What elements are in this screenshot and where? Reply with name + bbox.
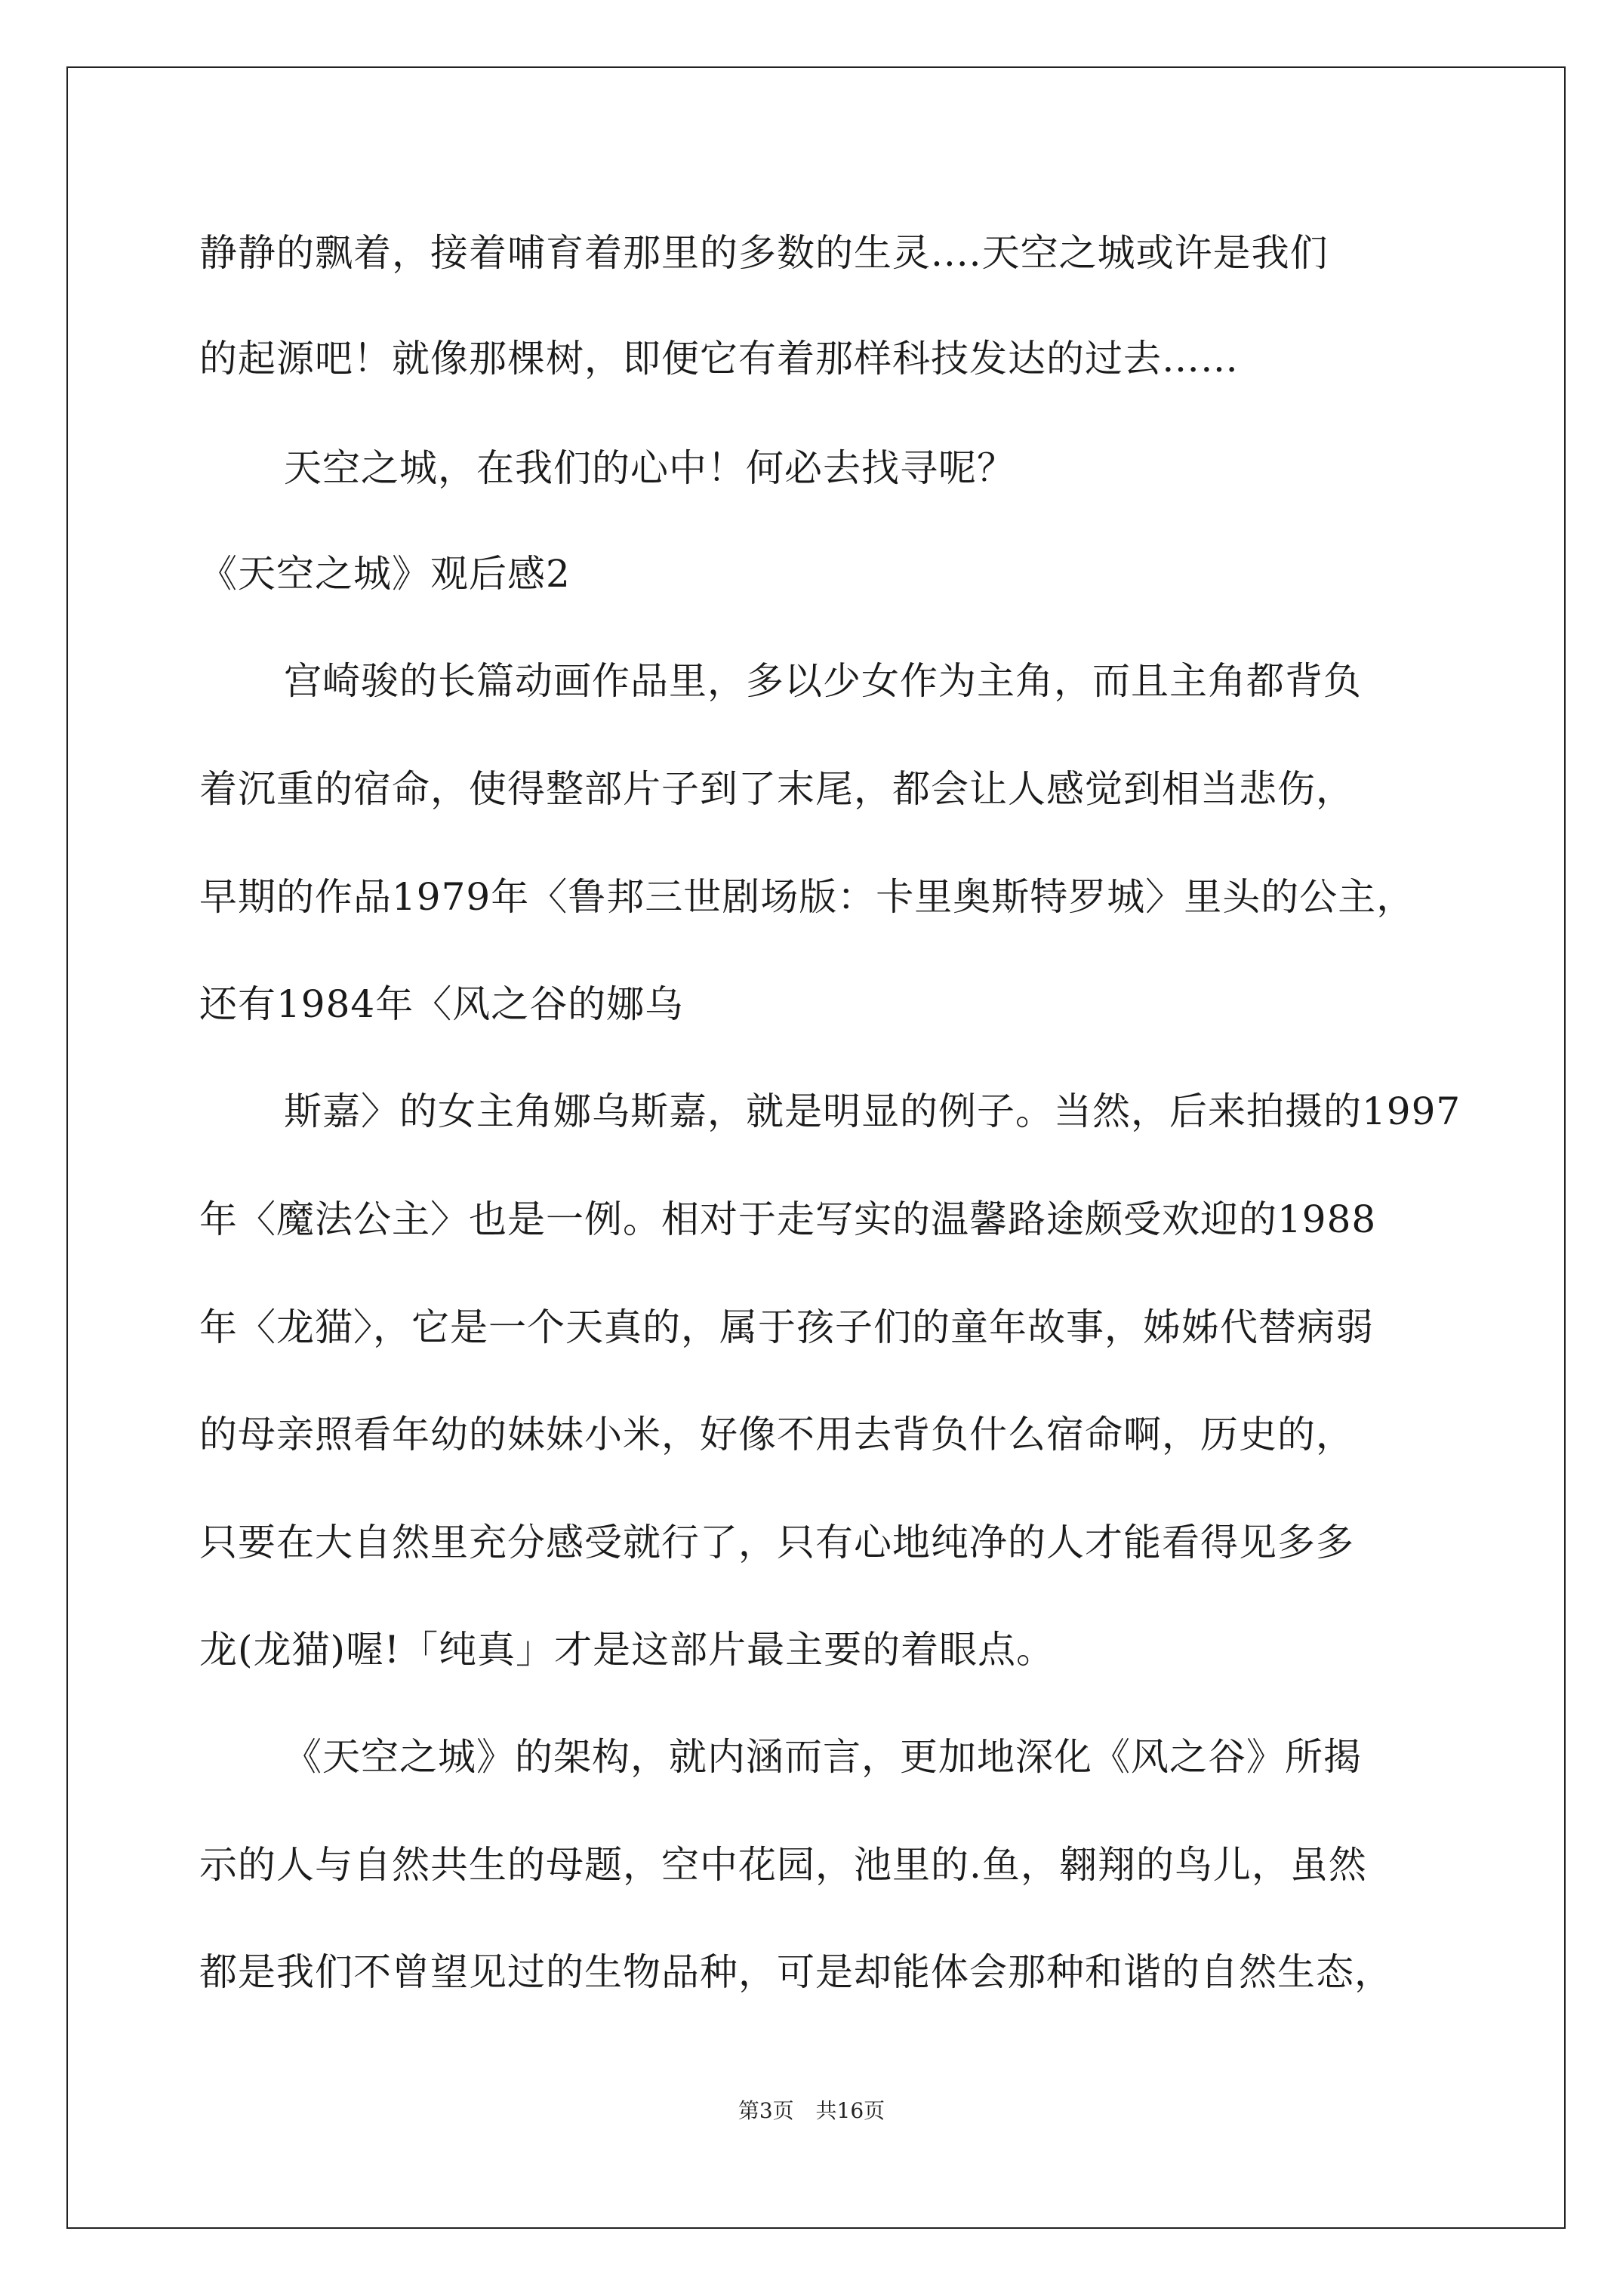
text-line-2: 的起源吧！就像那棵树，即便它有着那样科技发达的过去……: [199, 337, 1239, 381]
text-line-12: 的母亲照看年幼的妹妹小米，好像不用去背负什么宿命啊，历史的，: [199, 1413, 1354, 1456]
page-footer: [0, 2097, 1623, 2125]
text-line-3: 天空之城，在我们的心中！何必去找寻呢？: [284, 446, 1015, 490]
text-line-17: 都是我们不曾望见过的生物品种，可是却能体会那种和谐的自然生态，: [199, 1950, 1393, 1994]
text-line-6: 着沉重的宿命，使得整部片子到了末尾，都会让人感觉到相当悲伤，: [199, 767, 1354, 811]
text-line-9: 斯嘉〉的女主角娜乌斯嘉，就是明显的例子。当然，后来拍摄的1997: [284, 1089, 1461, 1133]
text-line-8: 还有1984年〈风之谷的娜乌: [199, 982, 684, 1026]
page-border: [66, 66, 1566, 2229]
text-line-13: 只要在大自然里充分感受就行了，只有心地纯净的人才能看得见多多: [199, 1521, 1354, 1564]
section-heading: 《天空之城》观后感2: [199, 552, 571, 596]
page-number: 第3页: [738, 2098, 794, 2123]
text-line-11: 年〈龙猫〉，它是一个天真的，属于孩子们的童年故事，姊姊代替病弱: [199, 1305, 1374, 1349]
text-line-15: 《天空之城》的架构，就内涵而言，更加地深化《风之谷》所揭: [284, 1735, 1362, 1779]
text-line-16: 示的人与自然共生的母题，空中花园，池里的.鱼，翱翔的鸟儿，虽然: [199, 1843, 1367, 1887]
text-line-10: 年〈魔法公主〉也是一例。相对于走写实的温馨路途颇受欢迎的1988: [199, 1197, 1377, 1241]
text-line-1: 静静的飘着，接着哺育着那里的多数的生灵....天空之城或许是我们: [199, 231, 1329, 275]
total-pages: 共16页: [815, 2098, 885, 2123]
text-line-14: 龙(龙猫)喔!「纯真」才是这部片最主要的着眼点。: [199, 1628, 1055, 1672]
text-line-7: 早期的作品1979年〈鲁邦三世剧场版：卡里奥斯特罗城〉里头的公主，: [199, 875, 1415, 919]
text-line-5: 宫崎骏的长篇动画作品里，多以少女作为主角，而且主角都背负: [284, 659, 1362, 703]
